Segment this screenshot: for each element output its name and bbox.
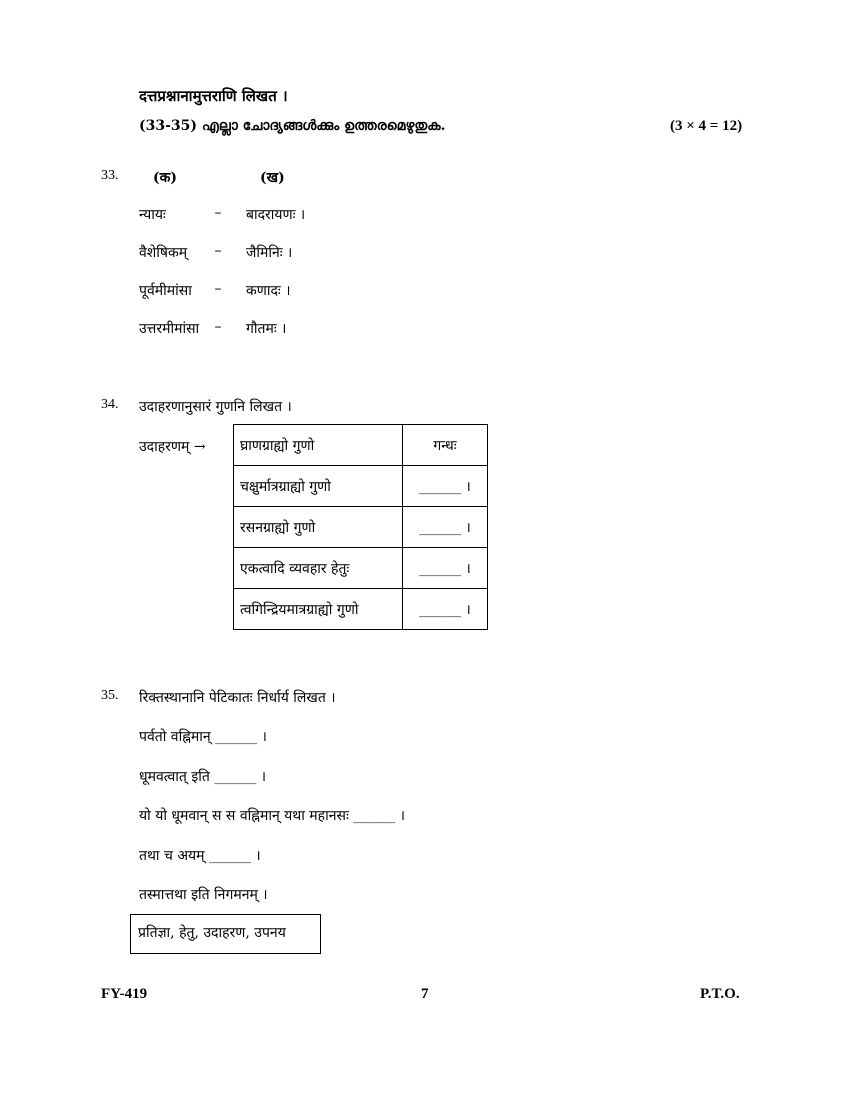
table-cell-sense: रसनग्राह्यो गुणो xyxy=(234,507,403,548)
q34-number: 34. xyxy=(101,397,119,412)
table-cell-answer: गन्धः xyxy=(403,425,488,466)
q33-right-item: गौतमः । xyxy=(246,321,287,337)
q35-number: 35. xyxy=(101,688,119,703)
q33-dash: – xyxy=(214,281,222,297)
q35-line: धूमवत्वात् इति ______ । xyxy=(139,769,267,785)
pto-label: P.T.O. xyxy=(700,986,740,1002)
q33-left-item: वैशेषिकम् xyxy=(139,245,188,261)
q33-dash: – xyxy=(214,205,222,221)
q33-left-item: पूर्वमीमांसा xyxy=(139,283,192,299)
table-cell-sense: घ्राणग्राह्यो गुणो xyxy=(234,425,403,466)
q35-line: यो यो धूमवान् स स वह्निमान् यथा महानसः ______ । xyxy=(139,808,406,824)
marks-label: (3 × 4 = 12) xyxy=(670,118,743,134)
paper-code: FY-419 xyxy=(101,986,148,1002)
q33-number: 33. xyxy=(101,168,119,183)
table-row xyxy=(234,425,488,466)
q35-line: तथा च अयम् ______ । xyxy=(139,848,261,864)
q33-dash: – xyxy=(214,319,222,335)
table-row xyxy=(234,466,488,507)
q33-left-item: न्यायः xyxy=(139,207,166,223)
q35-question: रिक्तस्थानानि पेटिकातः निर्धार्य लिखत । xyxy=(139,690,336,706)
table-cell-answer-blank: ______ । xyxy=(403,507,488,548)
guna-table xyxy=(233,424,488,630)
q33-right-item: बादरायणः । xyxy=(246,207,306,223)
table-cell-answer-blank: ______ । xyxy=(403,548,488,589)
table-cell-sense: त्वगिन्द्रियमात्रग्राह्यो गुणो xyxy=(234,589,403,630)
instruction-malayalam: (33-35) എല്ലാ ചോദ്യങ്ങൾക്കും ഉത്തരമെഴുതുക. xyxy=(139,118,446,134)
q33-column-b-header: (ख) xyxy=(260,170,285,186)
instruction-sanskrit: दत्तप्रश्नानामुत्तराणि लिखत । xyxy=(139,87,288,105)
page-number: 7 xyxy=(421,986,429,1002)
q34-question: उदाहरणानुसारं गुणनि लिखत । xyxy=(139,399,292,415)
table-cell-sense: एकत्वादि व्यवहार हेतुः xyxy=(234,548,403,589)
table-row xyxy=(234,589,488,630)
q35-line: तस्मात्तथा इति निगमनम् । xyxy=(139,887,268,903)
table-row xyxy=(234,507,488,548)
table-row xyxy=(234,548,488,589)
table-cell-sense: चक्षुर्मात्रग्राह्यो गुणो xyxy=(234,466,403,507)
q33-dash: – xyxy=(214,243,222,259)
q33-left-item: उत्तरमीमांसा xyxy=(139,321,200,337)
table-cell-answer-blank: ______ । xyxy=(403,466,488,507)
q35-line: पर्वतो वह्निमान् ______ । xyxy=(139,729,267,745)
q33-column-a-header: (क) xyxy=(153,170,177,186)
table-cell-answer-blank: ______ । xyxy=(403,589,488,630)
q33-right-item: जैमिनिः । xyxy=(246,245,293,261)
q34-example-label: उदाहरणम् → xyxy=(139,439,206,455)
q33-right-item: कणादः । xyxy=(246,283,291,299)
options-box: प्रतिज्ञा, हेतु, उदाहरण, उपनय xyxy=(130,914,321,954)
